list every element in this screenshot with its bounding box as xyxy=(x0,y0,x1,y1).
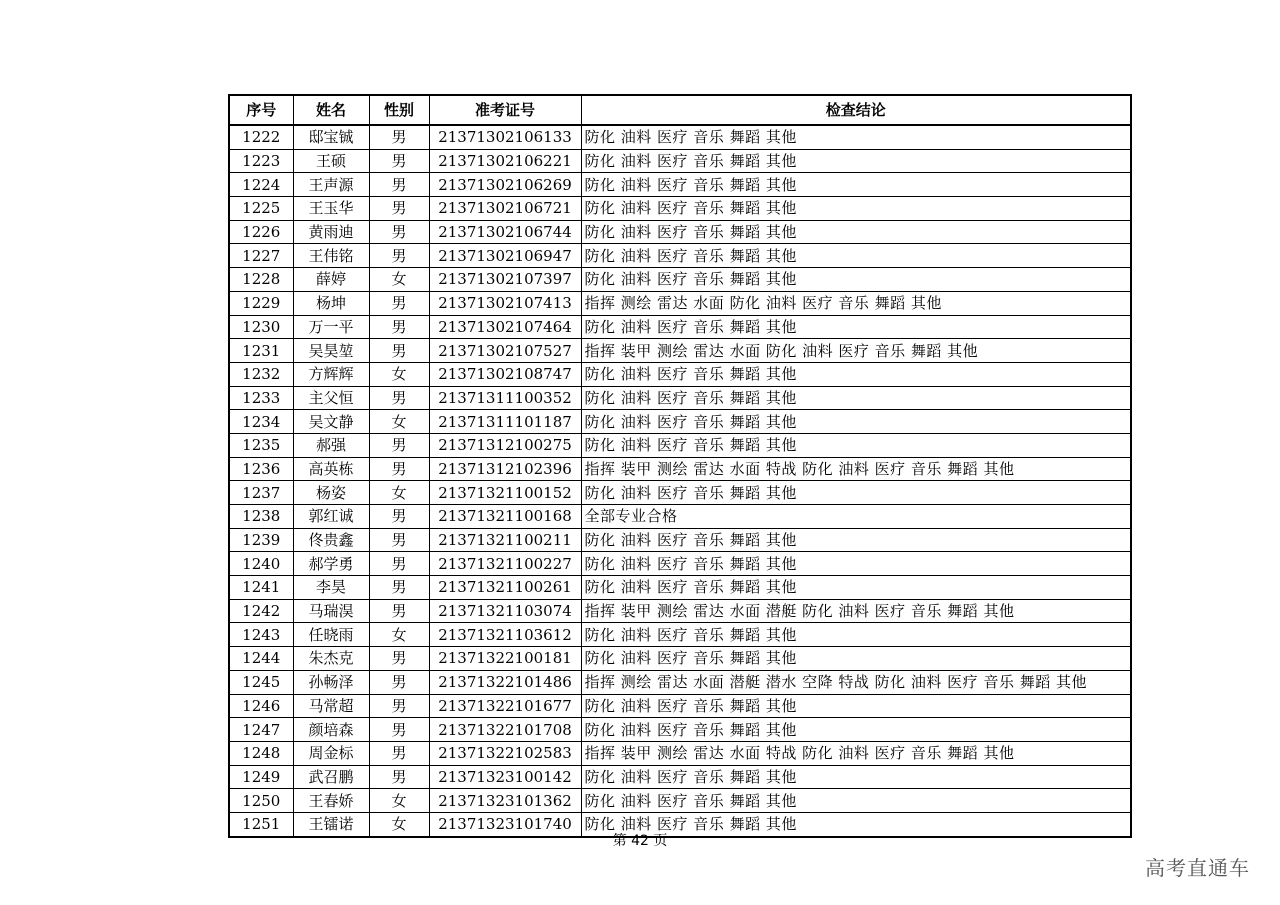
table-row xyxy=(229,599,1131,623)
cell-no: 1230 xyxy=(229,315,293,339)
cell-no: 1240 xyxy=(229,552,293,576)
cell-result: 指挥 装甲 测绘 雷达 水面 潜艇 防化 油料 医疗 音乐 舞蹈 其他 xyxy=(581,599,1131,623)
cell-no: 1233 xyxy=(229,386,293,410)
cell-result: 防化 油料 医疗 音乐 舞蹈 其他 xyxy=(581,789,1131,813)
cell-exam-id: 21371322102583 xyxy=(429,741,581,765)
table-row xyxy=(229,552,1131,576)
cell-exam-id: 21371322101708 xyxy=(429,718,581,742)
cell-no: 1226 xyxy=(229,220,293,244)
cell-exam-id: 21371322101677 xyxy=(429,694,581,718)
cell-name: 颜培森 xyxy=(293,718,369,742)
cell-result: 防化 油料 医疗 音乐 舞蹈 其他 xyxy=(581,197,1131,221)
cell-name: 李昊 xyxy=(293,576,369,600)
table-row xyxy=(229,244,1131,268)
cell-no: 1236 xyxy=(229,457,293,481)
cell-result: 防化 油料 医疗 音乐 舞蹈 其他 xyxy=(581,765,1131,789)
cell-name: 武召鹏 xyxy=(293,765,369,789)
cell-exam-id: 21371321103612 xyxy=(429,623,581,647)
cell-result: 防化 油料 医疗 音乐 舞蹈 其他 xyxy=(581,149,1131,173)
cell-exam-id: 21371302107397 xyxy=(429,268,581,292)
cell-result: 防化 油料 医疗 音乐 舞蹈 其他 xyxy=(581,173,1131,197)
cell-gender: 男 xyxy=(369,552,429,576)
header-gender: 性别 xyxy=(369,95,429,125)
cell-name: 马常超 xyxy=(293,694,369,718)
header-no: 序号 xyxy=(229,95,293,125)
cell-gender: 男 xyxy=(369,741,429,765)
cell-name: 方辉辉 xyxy=(293,362,369,386)
cell-result: 指挥 测绘 雷达 水面 潜艇 潜水 空降 特战 防化 油料 医疗 音乐 舞蹈 其他 xyxy=(581,670,1131,694)
cell-no: 1249 xyxy=(229,765,293,789)
cell-result: 全部专业合格 xyxy=(581,505,1131,529)
cell-gender: 女 xyxy=(369,623,429,647)
cell-name: 周金标 xyxy=(293,741,369,765)
cell-gender: 女 xyxy=(369,789,429,813)
cell-gender: 男 xyxy=(369,315,429,339)
cell-result: 防化 油料 医疗 音乐 舞蹈 其他 xyxy=(581,315,1131,339)
cell-exam-id: 21371312100275 xyxy=(429,433,581,457)
cell-no: 1229 xyxy=(229,291,293,315)
cell-no: 1247 xyxy=(229,718,293,742)
cell-name: 王春娇 xyxy=(293,789,369,813)
cell-exam-id: 21371321100168 xyxy=(429,505,581,529)
cell-gender: 男 xyxy=(369,386,429,410)
cell-result: 防化 油料 医疗 音乐 舞蹈 其他 xyxy=(581,410,1131,434)
cell-name: 王玉华 xyxy=(293,197,369,221)
cell-result: 防化 油料 医疗 音乐 舞蹈 其他 xyxy=(581,481,1131,505)
table-row xyxy=(229,315,1131,339)
cell-name: 薛婷 xyxy=(293,268,369,292)
cell-no: 1244 xyxy=(229,647,293,671)
table-row xyxy=(229,173,1131,197)
cell-name: 王声源 xyxy=(293,173,369,197)
cell-no: 1250 xyxy=(229,789,293,813)
cell-name: 黄雨迪 xyxy=(293,220,369,244)
cell-exam-id: 21371311101187 xyxy=(429,410,581,434)
cell-result: 防化 油料 医疗 音乐 舞蹈 其他 xyxy=(581,528,1131,552)
cell-name: 郝强 xyxy=(293,433,369,457)
cell-name: 佟贵鑫 xyxy=(293,528,369,552)
cell-exam-id: 21371323100142 xyxy=(429,765,581,789)
cell-result: 防化 油料 医疗 音乐 舞蹈 其他 xyxy=(581,812,1131,836)
cell-gender: 女 xyxy=(369,268,429,292)
cell-no: 1241 xyxy=(229,576,293,600)
cell-no: 1234 xyxy=(229,410,293,434)
cell-no: 1225 xyxy=(229,197,293,221)
header-name: 姓名 xyxy=(293,95,369,125)
cell-gender: 男 xyxy=(369,694,429,718)
cell-no: 1248 xyxy=(229,741,293,765)
cell-no: 1224 xyxy=(229,173,293,197)
cell-gender: 男 xyxy=(369,149,429,173)
cell-gender: 男 xyxy=(369,244,429,268)
table-row xyxy=(229,481,1131,505)
cell-exam-id: 21371311100352 xyxy=(429,386,581,410)
cell-exam-id: 21371321100227 xyxy=(429,552,581,576)
cell-name: 朱杰克 xyxy=(293,647,369,671)
cell-gender: 男 xyxy=(369,765,429,789)
cell-gender: 男 xyxy=(369,125,429,149)
table-row xyxy=(229,125,1131,149)
cell-result: 防化 油料 医疗 音乐 舞蹈 其他 xyxy=(581,576,1131,600)
cell-exam-id: 21371321100261 xyxy=(429,576,581,600)
cell-name: 主父恒 xyxy=(293,386,369,410)
cell-result: 防化 油料 医疗 音乐 舞蹈 其他 xyxy=(581,386,1131,410)
cell-result: 防化 油料 医疗 音乐 舞蹈 其他 xyxy=(581,125,1131,149)
cell-exam-id: 21371302107413 xyxy=(429,291,581,315)
cell-no: 1239 xyxy=(229,528,293,552)
cell-gender: 女 xyxy=(369,410,429,434)
cell-exam-id: 21371322100181 xyxy=(429,647,581,671)
table-row xyxy=(229,670,1131,694)
cell-exam-id: 21371322101486 xyxy=(429,670,581,694)
table-row xyxy=(229,528,1131,552)
cell-no: 1223 xyxy=(229,149,293,173)
cell-result: 防化 油料 医疗 音乐 舞蹈 其他 xyxy=(581,268,1131,292)
cell-name: 郝学勇 xyxy=(293,552,369,576)
cell-exam-id: 21371321103074 xyxy=(429,599,581,623)
cell-exam-id: 21371321100211 xyxy=(429,528,581,552)
cell-gender: 男 xyxy=(369,220,429,244)
cell-no: 1237 xyxy=(229,481,293,505)
cell-name: 王伟铭 xyxy=(293,244,369,268)
cell-no: 1243 xyxy=(229,623,293,647)
table-row xyxy=(229,718,1131,742)
table-row xyxy=(229,457,1131,481)
cell-no: 1251 xyxy=(229,812,293,836)
cell-result: 防化 油料 医疗 音乐 舞蹈 其他 xyxy=(581,552,1131,576)
cell-gender: 女 xyxy=(369,812,429,836)
table-row xyxy=(229,741,1131,765)
table-header-row xyxy=(229,95,1131,125)
cell-exam-id: 21371302107527 xyxy=(429,339,581,363)
cell-name: 高英栋 xyxy=(293,457,369,481)
cell-exam-id: 21371302106947 xyxy=(429,244,581,268)
cell-result: 防化 油料 医疗 音乐 舞蹈 其他 xyxy=(581,220,1131,244)
cell-gender: 男 xyxy=(369,528,429,552)
cell-gender: 男 xyxy=(369,173,429,197)
cell-gender: 男 xyxy=(369,576,429,600)
page-number: 第 42 页 xyxy=(612,833,668,849)
cell-no: 1227 xyxy=(229,244,293,268)
cell-gender: 男 xyxy=(369,433,429,457)
cell-gender: 男 xyxy=(369,339,429,363)
cell-no: 1235 xyxy=(229,433,293,457)
cell-no: 1245 xyxy=(229,670,293,694)
table-row xyxy=(229,362,1131,386)
cell-name: 郭红诚 xyxy=(293,505,369,529)
cell-exam-id: 21371302106721 xyxy=(429,197,581,221)
header-exam-id: 准考证号 xyxy=(429,95,581,125)
cell-result: 防化 油料 医疗 音乐 舞蹈 其他 xyxy=(581,623,1131,647)
table-row xyxy=(229,197,1131,221)
cell-name: 孙畅泽 xyxy=(293,670,369,694)
cell-exam-id: 21371323101362 xyxy=(429,789,581,813)
cell-name: 邸宝铖 xyxy=(293,125,369,149)
table-row xyxy=(229,789,1131,813)
cell-result: 指挥 装甲 测绘 雷达 水面 特战 防化 油料 医疗 音乐 舞蹈 其他 xyxy=(581,741,1131,765)
cell-result: 指挥 装甲 测绘 雷达 水面 特战 防化 油料 医疗 音乐 舞蹈 其他 xyxy=(581,457,1131,481)
cell-no: 1246 xyxy=(229,694,293,718)
cell-gender: 男 xyxy=(369,718,429,742)
cell-gender: 男 xyxy=(369,647,429,671)
cell-exam-id: 21371321100152 xyxy=(429,481,581,505)
cell-result: 防化 油料 医疗 音乐 舞蹈 其他 xyxy=(581,433,1131,457)
table-row xyxy=(229,268,1131,292)
cell-name: 马瑞淏 xyxy=(293,599,369,623)
cell-name: 万一平 xyxy=(293,315,369,339)
cell-exam-id: 21371302106269 xyxy=(429,173,581,197)
cell-exam-id: 21371302106744 xyxy=(429,220,581,244)
table-row xyxy=(229,291,1131,315)
cell-gender: 男 xyxy=(369,197,429,221)
cell-name: 杨姿 xyxy=(293,481,369,505)
cell-exam-id: 21371302106221 xyxy=(429,149,581,173)
table-row xyxy=(229,433,1131,457)
table-row xyxy=(229,647,1131,671)
cell-exam-id: 21371302108747 xyxy=(429,362,581,386)
cell-gender: 男 xyxy=(369,457,429,481)
table-row xyxy=(229,505,1131,529)
cell-exam-id: 21371302107464 xyxy=(429,315,581,339)
cell-name: 王镭诺 xyxy=(293,812,369,836)
cell-gender: 女 xyxy=(369,362,429,386)
cell-name: 吴昊堃 xyxy=(293,339,369,363)
cell-no: 1242 xyxy=(229,599,293,623)
cell-name: 杨坤 xyxy=(293,291,369,315)
cell-no: 1238 xyxy=(229,505,293,529)
cell-name: 吴文静 xyxy=(293,410,369,434)
cell-no: 1228 xyxy=(229,268,293,292)
cell-result: 指挥 测绘 雷达 水面 防化 油料 医疗 音乐 舞蹈 其他 xyxy=(581,291,1131,315)
cell-result: 防化 油料 医疗 音乐 舞蹈 其他 xyxy=(581,244,1131,268)
cell-gender: 男 xyxy=(369,291,429,315)
cell-result: 防化 油料 医疗 音乐 舞蹈 其他 xyxy=(581,362,1131,386)
table-row xyxy=(229,694,1131,718)
header-result: 检查结论 xyxy=(581,95,1131,125)
watermark-logo: 高考直通车 xyxy=(1145,856,1250,880)
cell-result: 指挥 装甲 测绘 雷达 水面 防化 油料 医疗 音乐 舞蹈 其他 xyxy=(581,339,1131,363)
table-row xyxy=(229,149,1131,173)
cell-no: 1222 xyxy=(229,125,293,149)
cell-exam-id: 21371312102396 xyxy=(429,457,581,481)
table-row xyxy=(229,410,1131,434)
cell-exam-id: 21371302106133 xyxy=(429,125,581,149)
cell-exam-id: 21371323101740 xyxy=(429,812,581,836)
results-table xyxy=(228,94,1132,838)
cell-result: 防化 油料 医疗 音乐 舞蹈 其他 xyxy=(581,647,1131,671)
table-row xyxy=(229,576,1131,600)
cell-gender: 男 xyxy=(369,505,429,529)
cell-no: 1231 xyxy=(229,339,293,363)
cell-gender: 女 xyxy=(369,481,429,505)
cell-no: 1232 xyxy=(229,362,293,386)
table-row xyxy=(229,220,1131,244)
cell-name: 任晓雨 xyxy=(293,623,369,647)
table-row xyxy=(229,386,1131,410)
cell-gender: 男 xyxy=(369,670,429,694)
table-row xyxy=(229,339,1131,363)
cell-result: 防化 油料 医疗 音乐 舞蹈 其他 xyxy=(581,694,1131,718)
table-row xyxy=(229,765,1131,789)
cell-name: 王硕 xyxy=(293,149,369,173)
cell-result: 防化 油料 医疗 音乐 舞蹈 其他 xyxy=(581,718,1131,742)
table-row xyxy=(229,623,1131,647)
cell-gender: 男 xyxy=(369,599,429,623)
